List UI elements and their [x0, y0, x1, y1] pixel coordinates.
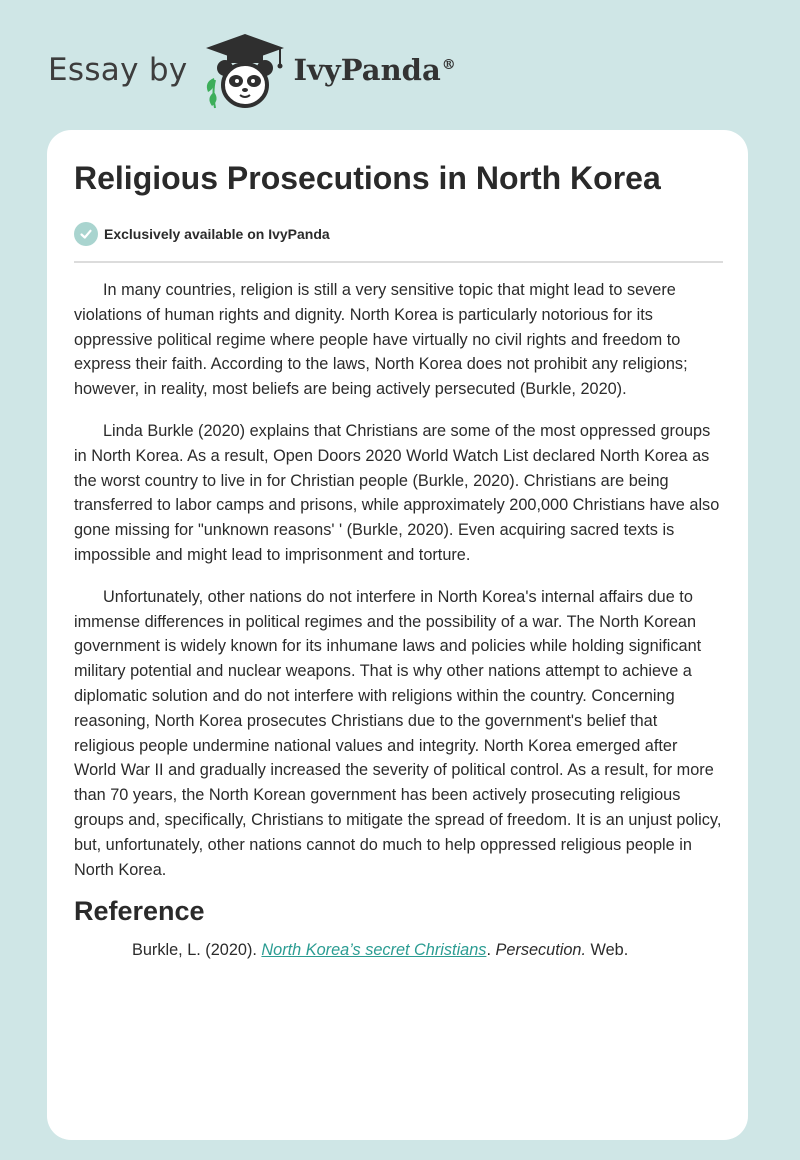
reference-publication: Persecution.	[495, 941, 587, 960]
essay-card	[47, 130, 748, 1140]
site-header	[48, 30, 456, 110]
exclusive-label: Exclusively available on IvyPanda	[104, 226, 330, 242]
reference-entry	[74, 938, 722, 963]
divider	[74, 261, 723, 263]
reference-authors: Burkle, L. (2020).	[132, 941, 262, 960]
reference-link[interactable]: North Korea’s secret Christians	[261, 941, 487, 960]
ivypanda-logo-icon[interactable]	[202, 30, 288, 110]
paragraph: Unfortunately, other nations do not interfere in North Korea's internal affairs due to immense differences in political regimes and the possibility of a war. The North Korean government is widely known for its inhumane laws and policies while holding significant military potential and nuclear weapons. That is why other nations attempt to achieve a diplomatic solution and do not interfere with religions within the country. Concerning reasoning, North Korea prosecutes Christians due to the government's belief that religious people undermine national values and integrity. North Korea emerged after World War II and gradually increased the severity of political control. As a result, for more than 70 years, the North Korean government has been actively prosecuting religious groups and, specifically, Christians to mitigate the spread of freedom. It is an unjust policy, but, unfortunately, other nations cannot do much to help oppressed religious people in North Korea.	[74, 587, 722, 879]
trademark-symbol: ®	[441, 57, 456, 74]
reference-after-link: .	[486, 941, 496, 960]
checkmark-icon	[74, 222, 98, 246]
page-title: Religious Prosecutions in North Korea	[74, 160, 661, 196]
essay-body	[74, 278, 722, 980]
paragraph: In many countries, religion is still a very sensitive topic that might lead to severe violations of human rights and dignity. North Korea is particularly notorious for its oppressive political regime where people have virtually no civil rights and freedom to express their faith. According to the laws, North Korea does not prohibit any religions; however, in reality, most beliefs are being actively persecuted (Burkle, 2020).	[74, 281, 688, 399]
reference-heading: Reference	[74, 896, 205, 927]
essay-by-label: Essay by	[48, 52, 188, 88]
reference-medium: Web.	[586, 941, 629, 960]
exclusive-badge	[74, 222, 330, 246]
paragraph: Linda Burkle (2020) explains that Christians are some of the most oppressed groups in North Korea. As a result, Open Doors 2020 World Watch List declared North Korea as the worst country to live in for Christian people (Burkle, 2020). Christians are being transferred to labor camps and prisons, while approximately 200,000 Christians have also gone missing for "unknown reasons' ' (Burkle, 2020). Even acquiring sacred texts is impossible and might lead to imprisonment and torture.	[74, 421, 720, 564]
brand-name[interactable]: IvyPanda®	[293, 53, 456, 87]
